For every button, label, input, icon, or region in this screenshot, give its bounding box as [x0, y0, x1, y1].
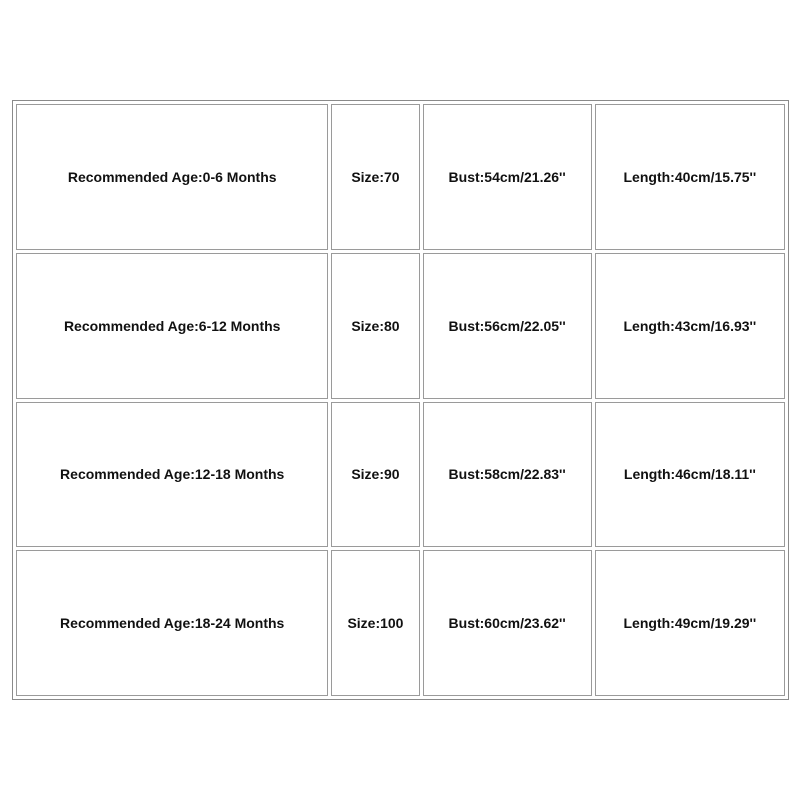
size-cell: Size:100 [331, 550, 419, 696]
age-cell: Recommended Age:18-24 Months [16, 550, 328, 696]
size-chart-table [12, 100, 789, 700]
table-row [16, 402, 785, 548]
age-cell: Recommended Age:0-6 Months [16, 104, 328, 250]
size-cell: Size:70 [331, 104, 419, 250]
length-cell: Length:43cm/16.93'' [595, 253, 785, 399]
table-row [16, 104, 785, 250]
size-cell: Size:90 [331, 402, 419, 548]
age-cell: Recommended Age:6-12 Months [16, 253, 328, 399]
length-cell: Length:40cm/15.75'' [595, 104, 785, 250]
bust-cell: Bust:60cm/23.62'' [423, 550, 592, 696]
bust-cell: Bust:54cm/21.26'' [423, 104, 592, 250]
bust-cell: Bust:56cm/22.05'' [423, 253, 592, 399]
age-cell: Recommended Age:12-18 Months [16, 402, 328, 548]
bust-cell: Bust:58cm/22.83'' [423, 402, 592, 548]
table-row [16, 550, 785, 696]
table-row [16, 253, 785, 399]
size-cell: Size:80 [331, 253, 419, 399]
length-cell: Length:49cm/19.29'' [595, 550, 785, 696]
length-cell: Length:46cm/18.11'' [595, 402, 785, 548]
